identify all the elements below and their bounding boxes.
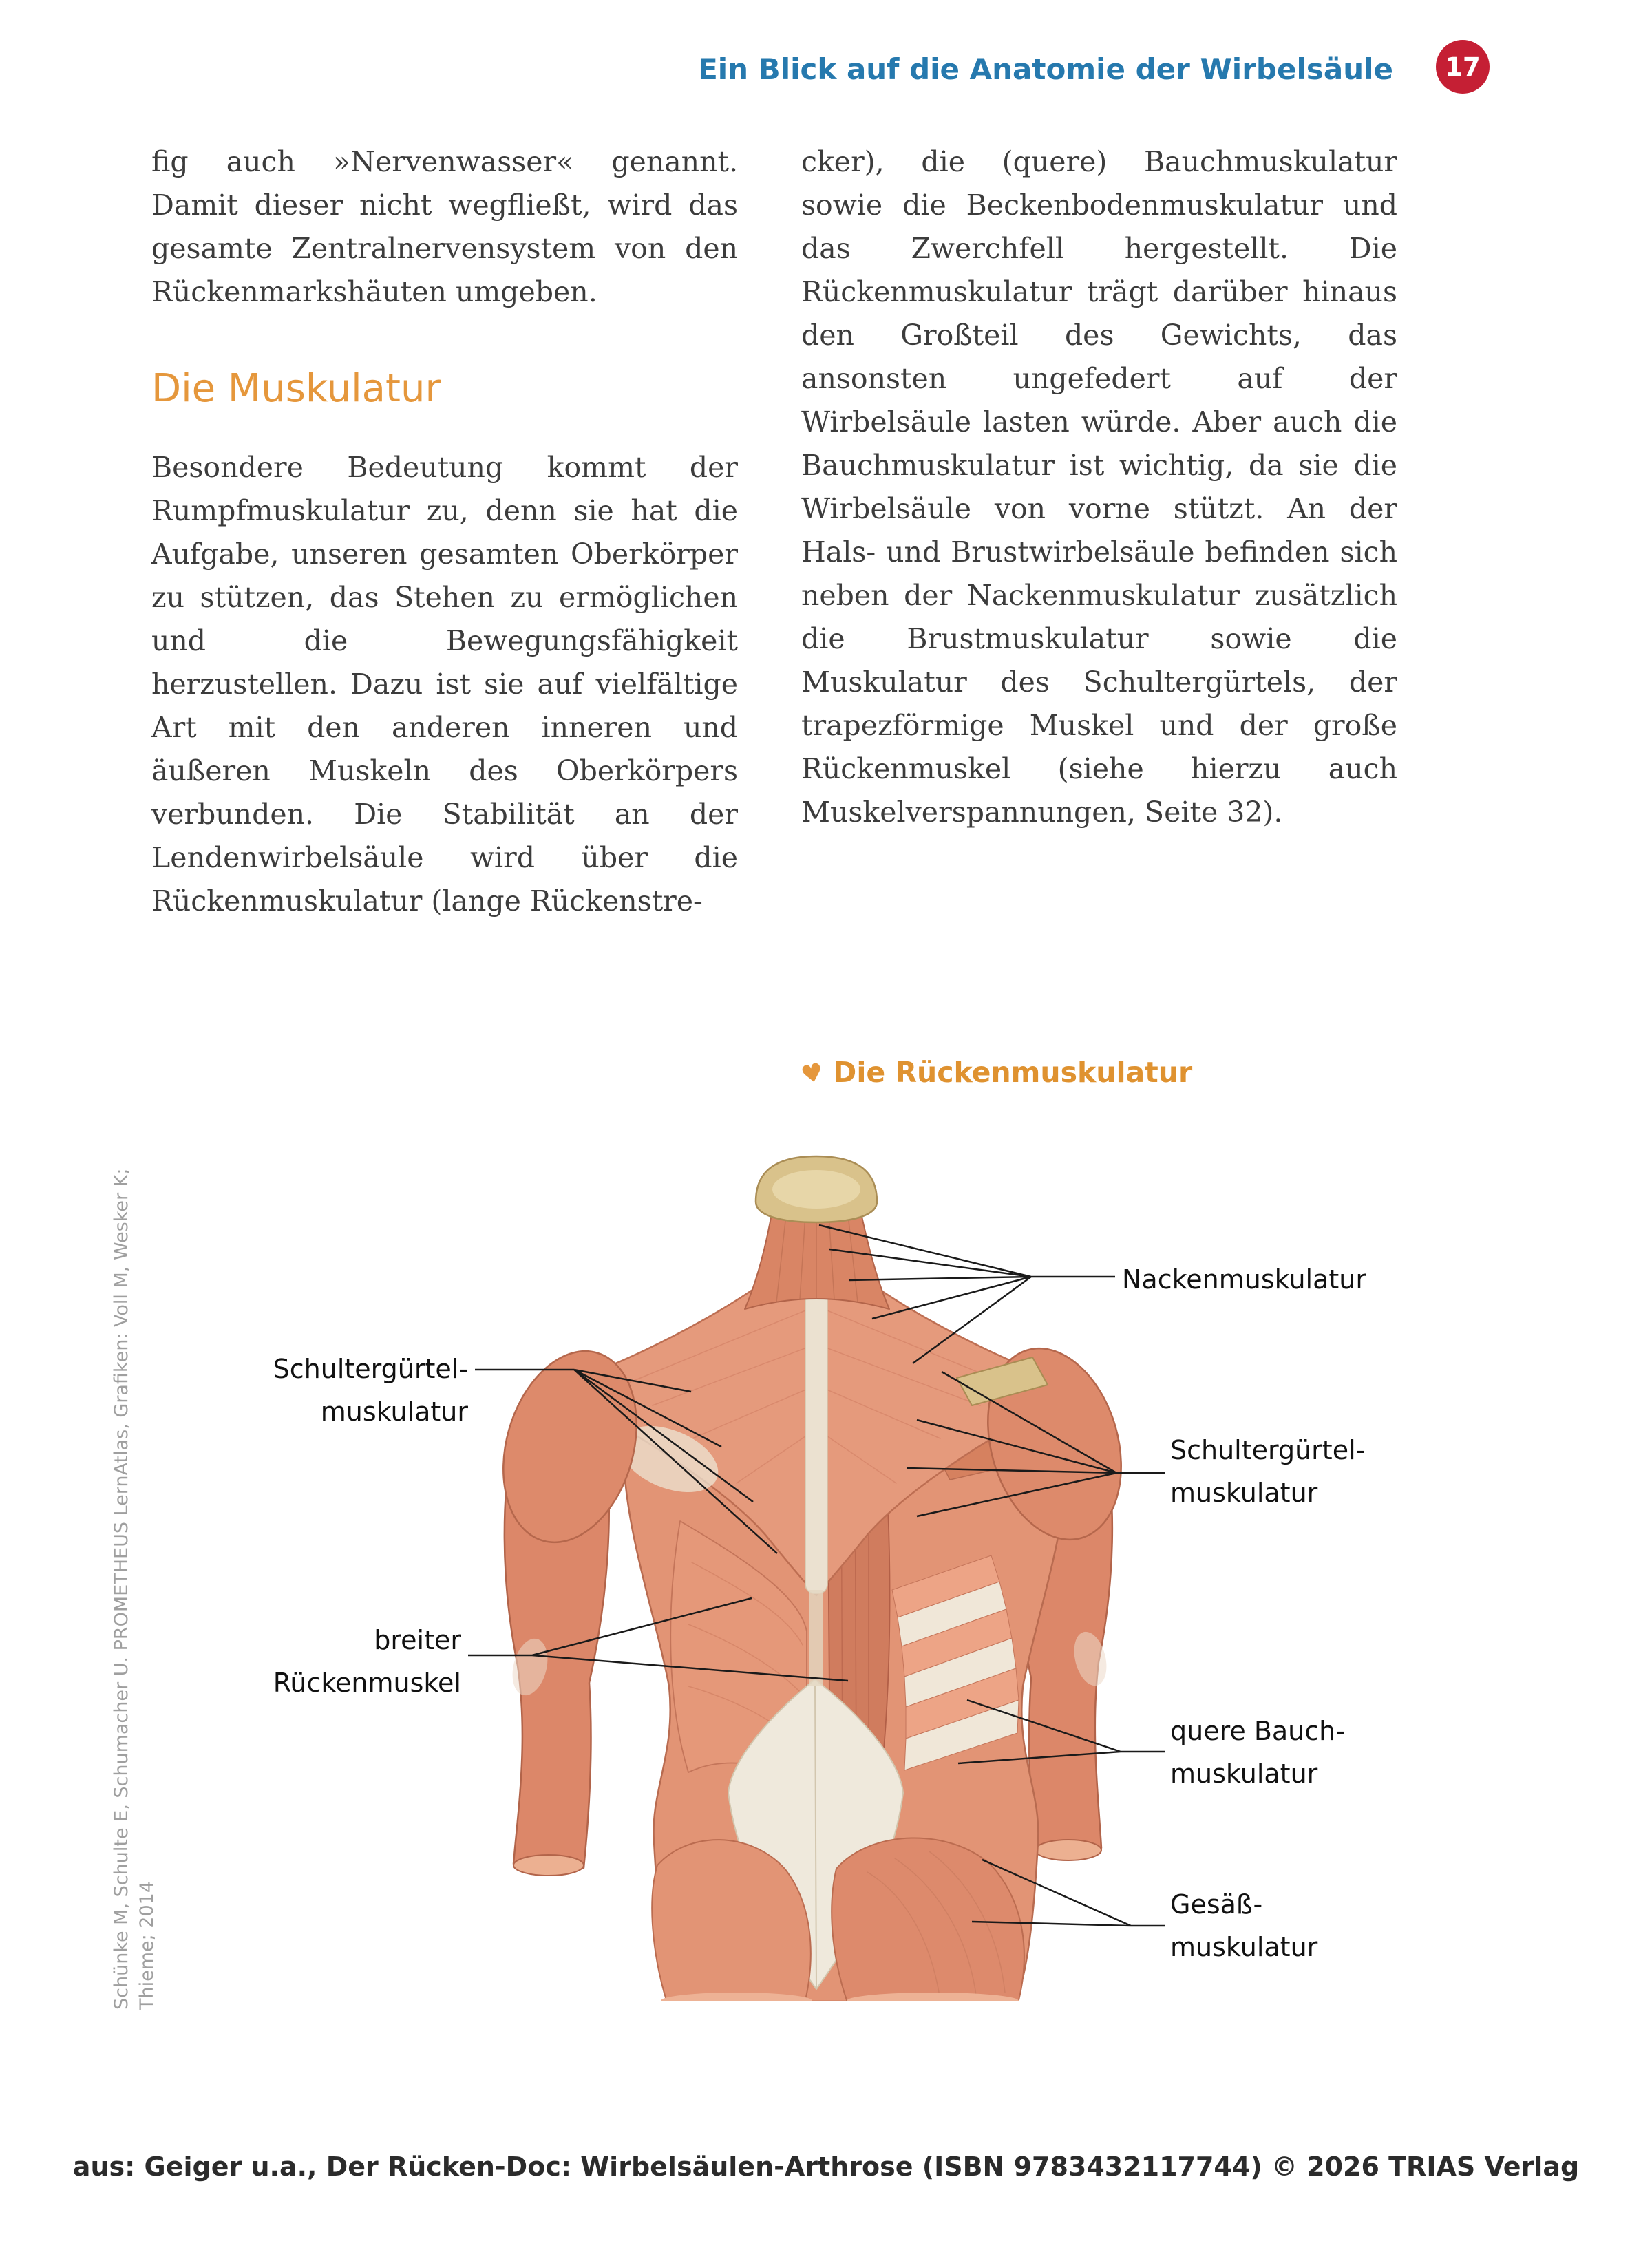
label-breiter-rueckenmuskel: breiter Rückenmuskel xyxy=(273,1625,461,1698)
label-quere-bauchmuskulatur: quere Bauch- muskulatur xyxy=(1170,1716,1345,1789)
skull-base xyxy=(756,1156,877,1222)
body-paragraph: cker), die (quere) Bauchmuskulatur sowie die Beckenbodenmuskulatur und das Zwerchfell hergestellt. Die Rückenmuskulatur trägt darüber hinaus den Großteil des Gewichts, das ansonsten ungefedert auf der Wirbelsäule lasten würde. Aber auch die Bauchmuskulatur ist wichtig, da sie die Wirbelsäule von vorne stützt. An der Hals- und Brustwirbelsäule befinden sich neben der Nackenmuskulatur zusätzlich die Brustmuskulatur sowie die Muskulatur des Schultergürtels, der trapezförmige Muskel und der große Rückenmuskel (siehe hierzu auch Muskelverspannungen, Seite 32). xyxy=(801,145,1397,829)
page-number: 17 xyxy=(1445,52,1481,82)
figure-caption xyxy=(798,1056,1193,1090)
body-paragraph: Besondere Bedeutung kommt der Rumpfmuskulatur zu, denn sie hat die Aufgabe, unseren gesamten Oberkörper zu stützen, das Stehen zu ermöglichen und die Bewegungsfähigkeit herzustellen. Dazu ist sie auf vielfältige Art mit den anderen inneren und äußeren Muskeln des Oberkörpers verbunden. Die Stabilität an der Lendenwirbelsäule wird über die Rückenmuskulatur (lange Rückenstre- xyxy=(151,451,738,917)
label-schulterguertel-right: Schultergürtel- muskulatur xyxy=(1170,1435,1366,1508)
image-credit: Schünke M, Schulte E, Schumacher U. PROMETHEUS LernAtlas, Grafiken: Voll M, Wesker K; Thieme; 2014 xyxy=(111,1168,158,2010)
text-column-right xyxy=(801,140,1397,834)
text-column-left xyxy=(151,140,738,923)
neck-muscles xyxy=(745,1210,889,1309)
label-gesaessmuskulatur: Gesäß- muskulatur xyxy=(1170,1889,1318,1962)
label-nackenmuskulatur: Nackenmuskulatur xyxy=(1122,1264,1366,1295)
spine-fascia-strip xyxy=(805,1249,827,1593)
section-heading: Die Muskulatur xyxy=(151,366,441,411)
running-head: Ein Blick auf die Anatomie der Wirbelsäule xyxy=(698,52,1393,86)
heart-icon: ♥ xyxy=(798,1058,827,1090)
body-paragraph-continuation: fig auch »Nervenwasser« genannt. Damit dieser nicht wegfließt, wird das gesamte Zentralnervensystem von den Rückenmarkshäuten umgeben. xyxy=(151,145,738,308)
imprint-footer: aus: Geiger u.a., Der Rücken-Doc: Wirbelsäulen-Arthrose (ISBN 9783432117744) © 2026 TRIAS Verlag xyxy=(72,2152,1580,2182)
figure-caption-text: Die Rückenmuskulatur xyxy=(833,1056,1193,1089)
page-number-badge xyxy=(1436,40,1490,94)
oblique-muscles xyxy=(892,1555,1019,1770)
label-schulterguertel-left: Schultergürtel- muskulatur xyxy=(273,1354,468,1427)
